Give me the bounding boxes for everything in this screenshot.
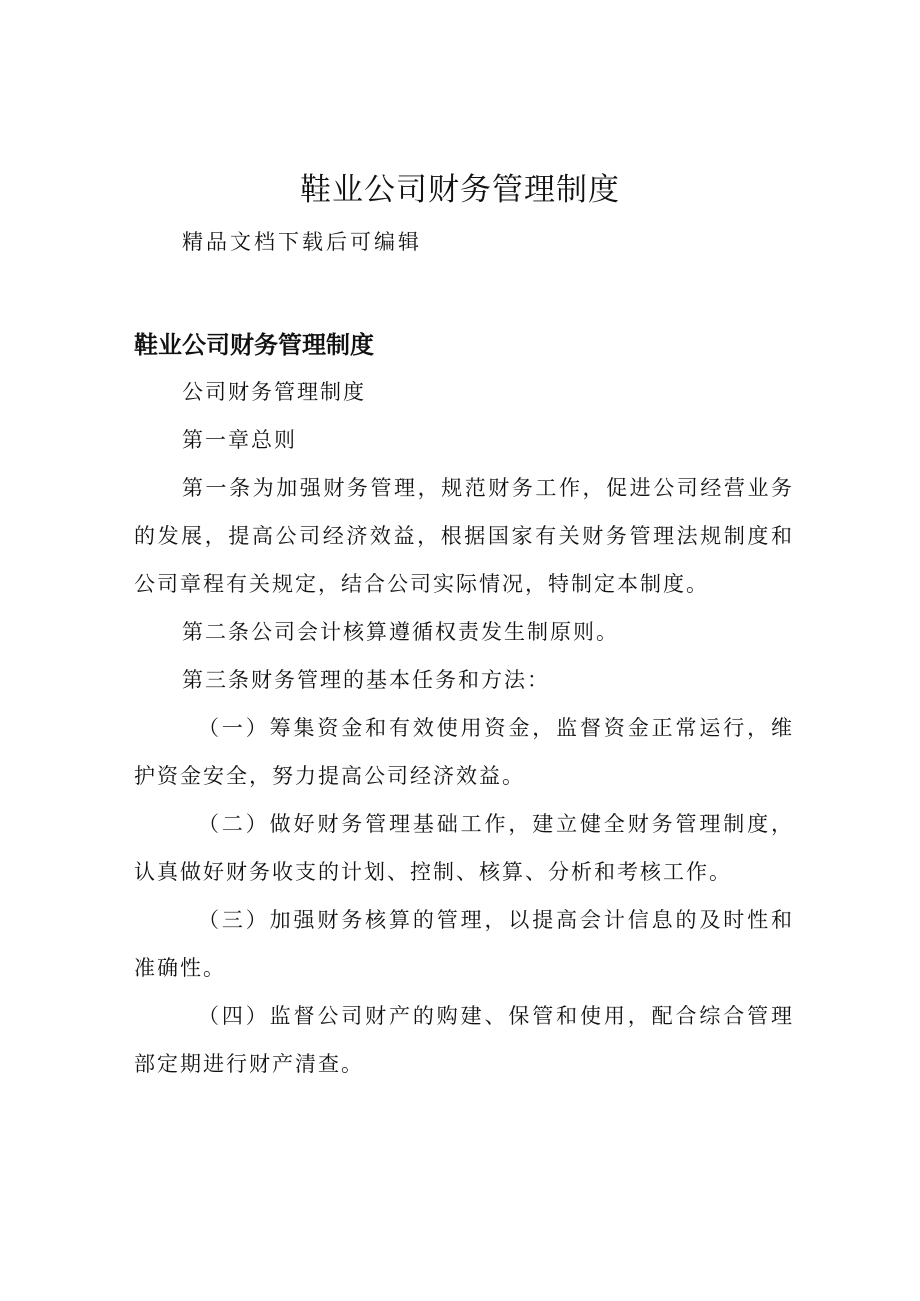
paragraph-article-three: 第三条财务管理的基本任务和方法：: [182, 668, 550, 692]
document-subtitle: 精品文档下载后可编辑: [182, 230, 422, 254]
paragraph-chapter-one: 第一章总则: [182, 428, 297, 452]
paragraph-policy-name: 公司财务管理制度: [182, 380, 366, 404]
section-heading: 鞋业公司财务管理制度: [134, 331, 374, 359]
paragraph-article-one: 第一条为加强财务管理，规范财务工作，促进公司经营业务的发展，提高公司经济效益，根据国家有关财务管理法规制度和公司章程有关规定，结合公司实际情况，特制定本制度。: [134, 476, 794, 596]
document-body: [134, 368, 794, 1088]
paragraph-item-two: （二）做好财务管理基础工作，建立健全财务管理制度，认真做好财务收支的计划、控制、核算、分析和考核工作。: [134, 812, 794, 884]
paragraph-article-two: 第二条公司会计核算遵循权责发生制原则。: [182, 620, 619, 644]
paragraph-item-three: （三）加强财务核算的管理，以提高会计信息的及时性和准确性。: [134, 908, 794, 980]
paragraph-item-four: （四）监督公司财产的购建、保管和使用，配合综合管理部定期进行财产清查。: [134, 1004, 794, 1076]
document-title: 鞋业公司财务管理制度: [300, 172, 620, 208]
paragraph-item-one: （一）筹集资金和有效使用资金，监督资金正常运行，维护资金安全，努力提高公司经济效益。: [134, 716, 794, 788]
